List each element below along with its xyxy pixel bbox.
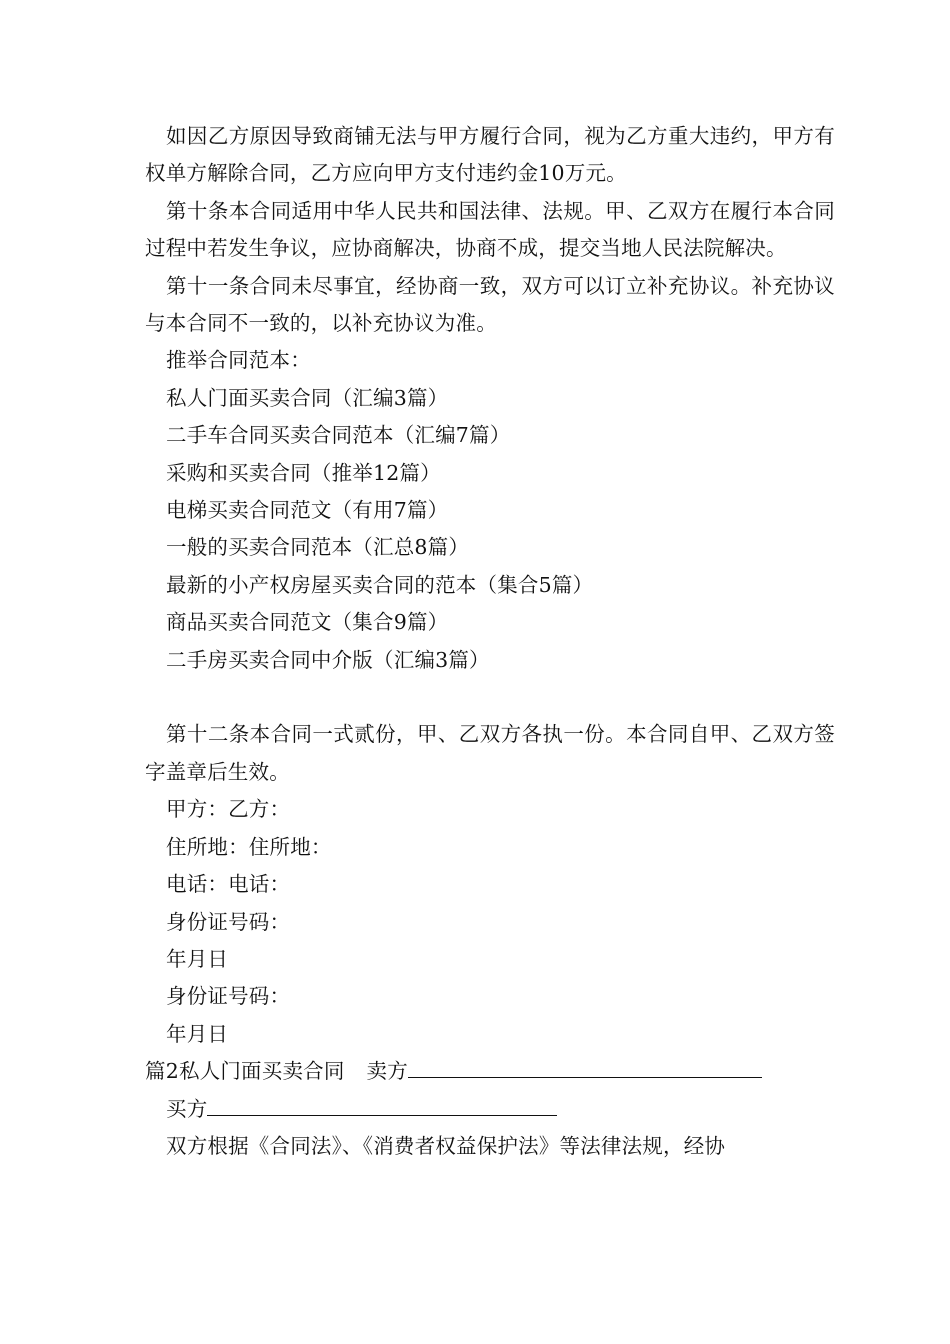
signature-id-number: 身份证号码： [166,909,291,934]
signature-parties: 甲方：乙方： [166,797,291,822]
recommend-item[interactable]: 最新的小产权房屋买卖合同的范本（集合5篇） [166,572,594,597]
recommend-item[interactable]: 二手车合同买卖合同范本（汇编7篇） [166,423,511,448]
blank-line [145,679,835,716]
signature-address: 住所地：住所地： [166,834,332,859]
recommend-item[interactable]: 二手房买卖合同中介版（汇编3篇） [166,647,490,672]
recommend-item[interactable]: 商品买卖合同范文（集合9篇） [166,610,449,635]
paragraph-breach: 如因乙方原因导致商铺无法与甲方履行合同，视为乙方重大违约，甲方有权单方解除合同，乙方应向甲方支付违约金10万元。 [145,124,835,186]
recommend-item[interactable]: 电梯买卖合同范文（有用7篇） [166,498,449,523]
signature-date: 年月日 [166,946,229,971]
section2-header-line [145,1053,835,1090]
buyer-blank-field[interactable] [207,1091,557,1116]
section2-title: 篇2私人门面买卖合同 [145,1059,345,1084]
signature-date: 年月日 [166,1021,229,1046]
buyer-label: 买方 [166,1096,208,1121]
paragraph-section2-intro: 双方根据《合同法》、《消费者权益保护法》等法律法规，经协 [166,1133,726,1158]
recommend-heading: 推举合同范本： [166,348,311,373]
signature-phone: 电话：电话： [166,872,291,897]
paragraph-article-12: 第十二条本合同一式贰份，甲、乙双方各执一份。本合同自甲、乙双方签字盖章后生效。 [145,722,835,784]
signature-id-number: 身份证号码： [166,984,291,1009]
paragraph-article-11: 第十一条合同未尽事宜，经协商一致，双方可以订立补充协议。补充协议与本合同不一致的，以补充协议为准。 [145,273,835,336]
document-body [145,118,835,1165]
paragraph-article-10: 第十条本合同适用中华人民共和国法律、法规。甲、乙双方在履行本合同过程中若发生争议，应协商解决，协商不成，提交当地人民法院解决。 [145,198,835,261]
seller-blank-field[interactable] [408,1053,762,1078]
recommend-item[interactable]: 采购和买卖合同（推举12篇） [166,460,441,485]
seller-label: 卖方 [366,1059,408,1084]
recommend-item[interactable]: 一般的买卖合同范本（汇总8篇） [166,535,470,560]
buyer-line [145,1091,835,1128]
recommend-item[interactable]: 私人门面买卖合同（汇编3篇） [166,385,449,410]
